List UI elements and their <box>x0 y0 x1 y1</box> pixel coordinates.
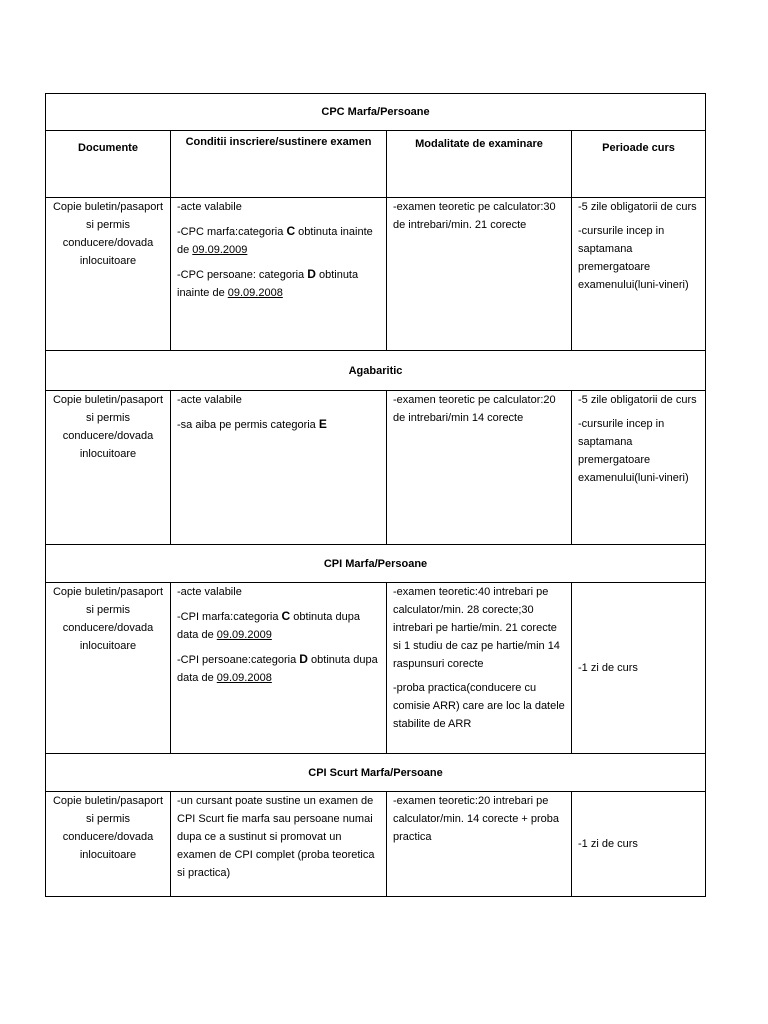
section-title-row <box>46 754 706 792</box>
section-title-row <box>46 545 706 583</box>
period-cell <box>572 792 706 897</box>
section-title-cpi: CPI Marfa/Persoane <box>46 545 706 583</box>
period-cell <box>572 198 706 351</box>
period-cell <box>572 583 706 754</box>
section-title-row <box>46 351 706 391</box>
period-text: -cursurile incep in saptamana premergatoare examenului(luni-vineri) <box>578 418 689 484</box>
date-value: 09.09.2008 <box>227 287 283 299</box>
conditions-cell <box>171 198 387 351</box>
condition-text: -CPC marfa:categoria C obtinuta inainte de 09.09.2009 <box>177 224 373 256</box>
exam-text: -examen teoretic:40 intrebari pe calculator/min. 28 corecte;30 intrebari pe hartie/min. 21 corecte si 1 studiu de caz pe hartie/min 14 raspunsuri corecte <box>393 586 560 670</box>
header-perioade: Perioade curs <box>572 131 706 198</box>
exam-cell <box>387 391 572 545</box>
exam-cell <box>387 198 572 351</box>
header-documente: Documente <box>46 131 171 198</box>
date-value: 09.09.2009 <box>192 244 248 256</box>
condition-text: -CPI marfa:categoria C obtinuta dupa data de 09.09.2009 <box>177 609 360 641</box>
period-text: -1 zi de curs <box>578 662 638 674</box>
documents-cell: Copie buletin/pasaport si permis conducere/dovada inlocuitoare <box>46 792 171 897</box>
exam-text: -examen teoretic:20 intrebari pe calculator/min. 14 corecte + proba practica <box>393 795 560 843</box>
header-row <box>46 131 706 198</box>
header-modalitate: Modalitate de examinare <box>387 131 572 198</box>
exam-text: -proba practica(conducere cu comisie ARR) care are loc la datele stabilite de ARR <box>393 682 565 730</box>
condition-text: -sa aiba pe permis categoria E <box>177 417 327 431</box>
conditions-cell <box>171 583 387 754</box>
exam-cell <box>387 792 572 897</box>
period-text: -5 zile obligatorii de curs <box>578 201 697 213</box>
conditions-cell <box>171 792 387 897</box>
condition-text: -un cursant poate sustine un examen de CPI Scurt fie marfa sau persoane numai dupa ce a sustinut si promovat un examen de CPI complet (proba teoretica si practica) <box>177 795 375 879</box>
documents-cell: Copie buletin/pasaport si permis conducere/dovada inlocuitoare <box>46 583 171 754</box>
documents-cell: Copie buletin/pasaport si permis conducere/dovada inlocuitoare <box>46 198 171 351</box>
date-value: 09.09.2008 <box>216 672 272 684</box>
table-row <box>46 198 706 351</box>
period-text: -1 zi de curs <box>578 838 638 850</box>
table-row <box>46 583 706 754</box>
exam-text: -examen teoretic pe calculator:20 de intrebari/min 14 corecte <box>393 394 556 424</box>
period-text: -cursurile incep in saptamana premergatoare examenului(luni-vineri) <box>578 225 689 291</box>
condition-text: -acte valabile <box>177 394 242 406</box>
section-title-cpc: CPC Marfa/Persoane <box>46 94 706 131</box>
table-row <box>46 792 706 897</box>
condition-text: -acte valabile <box>177 201 242 213</box>
documents-cell: Copie buletin/pasaport si permis conducere/dovada inlocuitoare <box>46 391 171 545</box>
exam-text: -examen teoretic pe calculator:30 de intrebari/min. 21 corecte <box>393 201 556 231</box>
conditions-cell <box>171 391 387 545</box>
table-row <box>46 391 706 545</box>
section-title-cpi-scurt: CPI Scurt Marfa/Persoane <box>46 754 706 792</box>
section-title-row <box>46 94 706 131</box>
period-cell <box>572 391 706 545</box>
date-value: 09.09.2009 <box>216 629 272 641</box>
header-conditii: Conditii inscriere/sustinere examen <box>171 131 387 198</box>
condition-text: -acte valabile <box>177 586 242 598</box>
course-info-table <box>45 93 706 897</box>
condition-text: -CPC persoane: categoria D obtinuta inainte de 09.09.2008 <box>177 267 359 299</box>
condition-text: -CPI persoane:categoria D obtinuta dupa data de 09.09.2008 <box>177 652 378 684</box>
period-text: -5 zile obligatorii de curs <box>578 394 697 406</box>
section-title-agabaritic: Agabaritic <box>46 351 706 391</box>
exam-cell <box>387 583 572 754</box>
